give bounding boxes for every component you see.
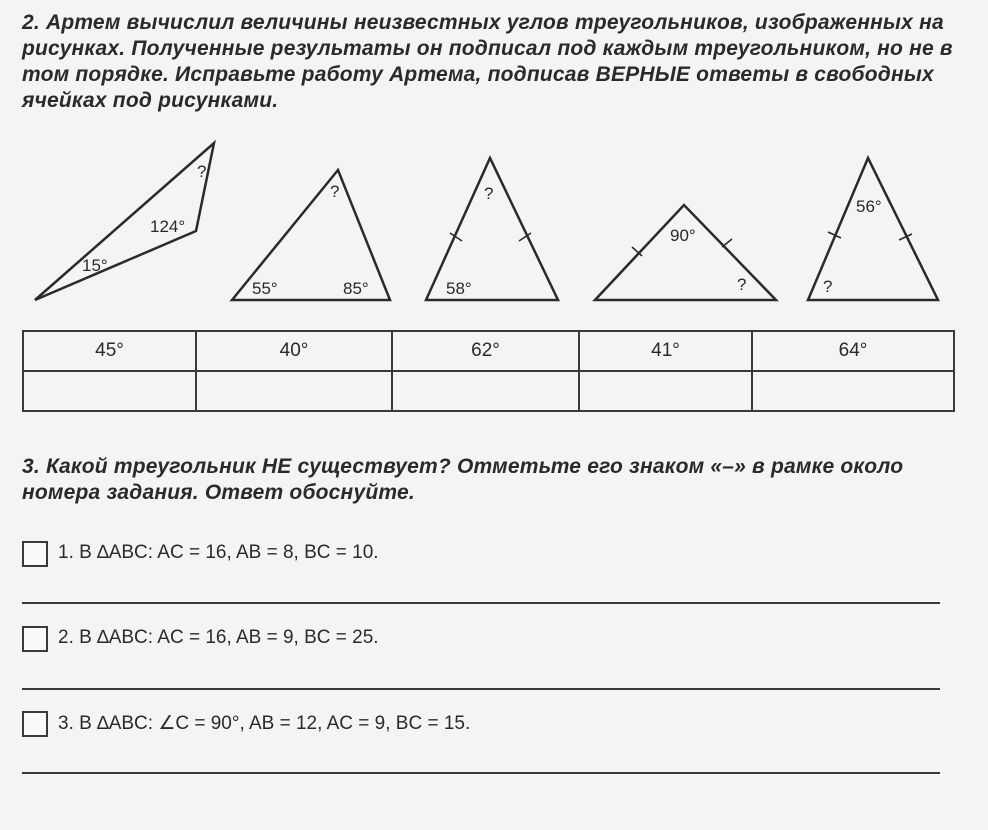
triangle-figures [0, 0, 988, 330]
blank-answer-cell[interactable] [196, 371, 392, 411]
answer-line[interactable] [22, 772, 940, 774]
angle-label: 85° [343, 279, 369, 298]
angle-label: 124° [150, 217, 186, 236]
answer-cell: 64° [752, 331, 954, 371]
angle-label: ? [484, 184, 494, 203]
angle-label: 15° [82, 256, 108, 275]
triangle-1 [35, 143, 214, 300]
answer-line[interactable] [22, 688, 940, 690]
option-3-checkbox[interactable] [22, 711, 48, 737]
task-3-heading: 3. Какой треугольник НЕ существует? Отметьте его знаком «–» в рамке около номера задания. Ответ обоснуйте. [22, 455, 904, 504]
angle-label: ? [330, 182, 340, 201]
angle-label: 55° [252, 279, 278, 298]
option-2-checkbox[interactable] [22, 626, 48, 652]
angle-label: ? [197, 162, 207, 181]
angle-label: 56° [856, 197, 882, 216]
blank-answer-cell[interactable] [752, 371, 954, 411]
blank-answer-cell[interactable] [579, 371, 752, 411]
answers-table [22, 330, 955, 412]
triangle-4 [595, 205, 776, 300]
option-1-checkbox[interactable] [22, 541, 48, 567]
answer-cell: 41° [579, 331, 752, 371]
angle-label: 90° [670, 226, 696, 245]
angle-label: ? [823, 277, 833, 296]
angle-label: 58° [446, 279, 472, 298]
answer-cell: 40° [196, 331, 392, 371]
option-1-text: 1. В ∆ABC: AC = 16, AB = 8, BC = 10. [58, 542, 379, 563]
tick-mark [722, 239, 732, 247]
option-2-text: 2. В ∆ABC: AC = 16, AB = 9, BC = 25. [58, 627, 379, 648]
task-2-heading: 2. Артем вычислил величины неизвестных углов треугольников, изображенных на рисунках. Полученные результаты он подписал под каждым треугольником, но не в том порядке. Исправьте работу Артема, подписав ВЕРНЫЕ ответы в свободных ячейках под рисунками. [22, 11, 953, 112]
answers-row [23, 331, 954, 371]
answer-cell: 62° [392, 331, 579, 371]
option-3-text: 3. В ∆ABC: ∠C = 90°, AB = 12, AC = 9, BC = 15. [58, 713, 471, 734]
answer-line[interactable] [22, 602, 940, 604]
blank-answer-cell[interactable] [392, 371, 579, 411]
blank-row [23, 371, 954, 411]
blank-answer-cell[interactable] [23, 371, 196, 411]
angle-label: ? [737, 275, 747, 294]
answer-cell: 45° [23, 331, 196, 371]
